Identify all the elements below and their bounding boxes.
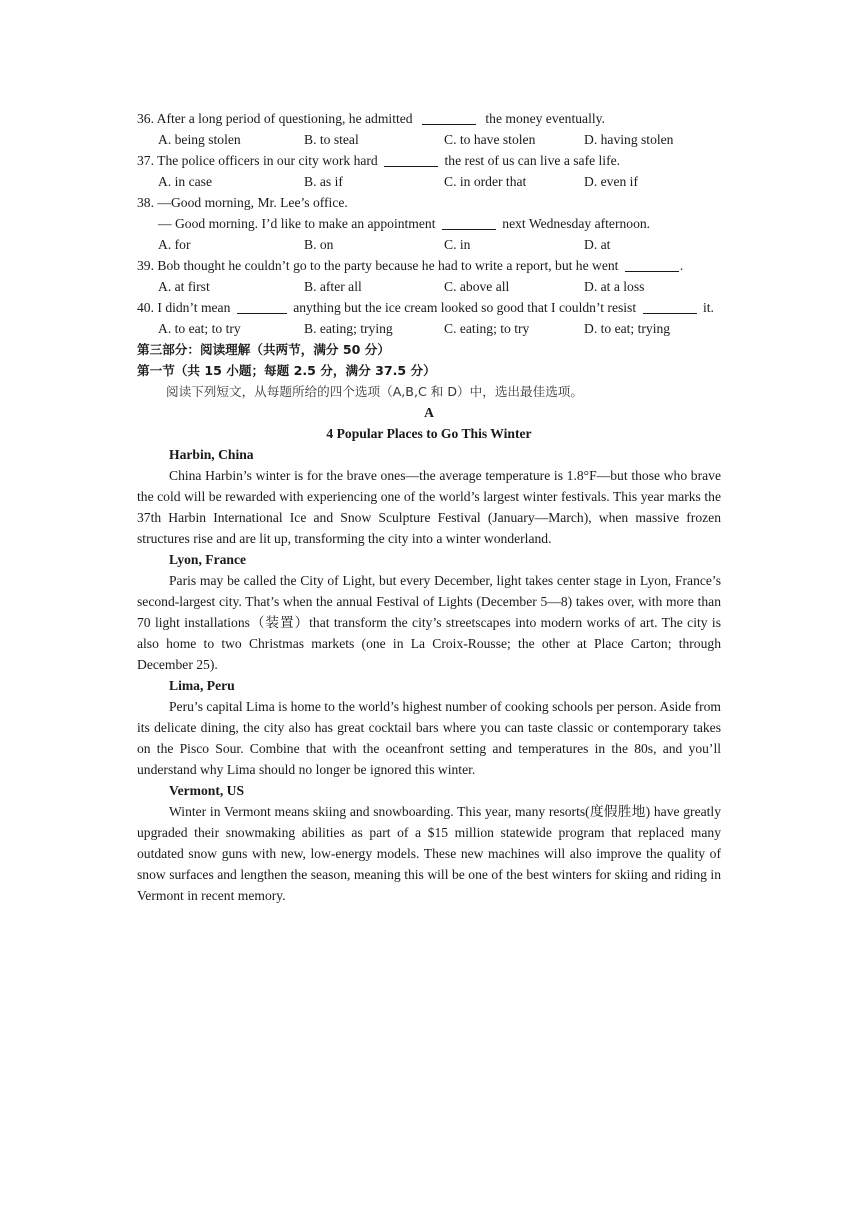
question-text: the money eventually. — [485, 111, 605, 126]
question-text: . — [679, 258, 684, 273]
question-39-options — [137, 276, 721, 297]
answer-blank — [384, 152, 438, 167]
option-d: D. even if — [584, 174, 638, 189]
place-paragraph-harbin: China Harbin’s winter is for the brave ones—the average temperature is 1.8°F—but those who brave the cold will be rewarded with experiencing one of the world’s largest winter festivals. This year marks the 37th Harbin International Ice and Snow Sculpture Festival (January—March), when massive frozen structures rise and are lit up, transforming the city into a winter wonderland. — [137, 468, 721, 546]
question-38-stem-line1: 38. —Good morning, Mr. Lee’s office. — [137, 195, 348, 210]
place-heading-harbin: Harbin, China — [169, 447, 254, 462]
answer-blank — [442, 215, 496, 230]
question-37-stem — [137, 150, 721, 171]
place-paragraph-lyon: Paris may be called the City of Light, but every December, light takes center stage in Lyon, France’s second-largest city. That’s when the annual Festival of Lights (December 5—8) takes over, with more than 70 light installations（装置）that transform the city’s streetscapes into modern works of art. The city is also home to two Christmas markets (one in La Croix-Rousse; the other at Place Carton; through December 25). — [137, 573, 721, 672]
option-c: C. to have stolen — [444, 132, 536, 147]
question-36-options — [137, 129, 721, 150]
place-heading-lyon: Lyon, France — [169, 552, 247, 567]
question-text: next Wednesday afternoon. — [502, 216, 651, 231]
question-text: 37. The police officers in our city work hard — [137, 153, 378, 168]
option-b: B. as if — [304, 174, 343, 189]
option-b: B. on — [304, 237, 334, 252]
question-37-options — [137, 171, 721, 192]
option-d: D. having stolen — [584, 132, 674, 147]
question-40-options — [137, 318, 721, 339]
question-text: 39. Bob thought he couldn’t go to the party because he had to write a report, but he went — [137, 258, 619, 273]
question-text: it. — [702, 300, 714, 315]
question-38-stem-line2 — [137, 213, 721, 234]
answer-blank — [625, 257, 679, 272]
option-b: B. after all — [304, 279, 362, 294]
option-b: B. to steal — [304, 132, 359, 147]
option-d: D. at — [584, 237, 611, 252]
option-c: C. in order that — [444, 174, 527, 189]
exam-content — [137, 108, 721, 906]
passage-letter: A — [424, 405, 434, 420]
part-title: 第三部分：阅读理解（共两节，满分 50 分） — [137, 342, 390, 357]
option-a: A. in case — [158, 174, 212, 189]
passage-title: 4 Popular Places to Go This Winter — [326, 426, 532, 441]
question-39-stem — [137, 255, 721, 276]
question-text: — Good morning. I’d like to make an appointment — [158, 216, 436, 231]
answer-blank — [237, 299, 287, 314]
option-d: D. to eat; trying — [584, 321, 671, 336]
option-b: B. eating; trying — [304, 321, 393, 336]
reading-instruction: 阅读下列短文，从每题所给的四个选项（A,B,C 和 D）中，选出最佳选项。 — [166, 384, 583, 399]
place-paragraph-lima: Peru’s capital Lima is home to the world’s highest number of cooking schools per person. Aside from its delicate dining, the city also has great cocktail bars where you can taste classic or contemporary takes on the Pisco Sour. Combine that with the oceanfront setting and temperatures in the 80s, and you’ll understand why Lima should no longer be ignored this winter. — [137, 699, 721, 777]
answer-blank — [643, 299, 697, 314]
place-heading-lima: Lima, Peru — [169, 678, 235, 693]
option-a: A. to eat; to try — [158, 321, 241, 336]
place-heading-vermont: Vermont, US — [169, 783, 245, 798]
option-d: D. at a loss — [584, 279, 645, 294]
place-paragraph-vermont: Winter in Vermont means skiing and snowboarding. This year, many resorts(度假胜地) have greatly upgraded their snowmaking abilities as part of a $15 million statewide program that replaced many outdated snow guns with new, low-energy models. These new machines will also improve the quality of snow surfaces and lengthen the season, meaning this will be one of the best winters for skiing and riding in Vermont in recent memory. — [137, 804, 721, 903]
question-text: the rest of us can live a safe life. — [444, 153, 621, 168]
question-36-stem — [137, 108, 721, 129]
question-40-stem — [137, 297, 721, 318]
option-a: A. for — [158, 237, 191, 252]
subsection-title: 第一节（共 15 小题；每题 2.5 分，满分 37.5 分） — [137, 363, 436, 378]
question-38-options — [137, 234, 721, 255]
option-a: A. being stolen — [158, 132, 241, 147]
option-c: C. in — [444, 237, 471, 252]
question-text: 36. After a long period of questioning, he admitted — [137, 111, 413, 126]
option-c: C. above all — [444, 279, 510, 294]
option-c: C. eating; to try — [444, 321, 530, 336]
option-a: A. at first — [158, 279, 210, 294]
question-text: 40. I didn’t mean — [137, 300, 231, 315]
answer-blank — [422, 110, 476, 125]
question-text: anything but the ice cream looked so good that I couldn’t resist — [293, 300, 637, 315]
